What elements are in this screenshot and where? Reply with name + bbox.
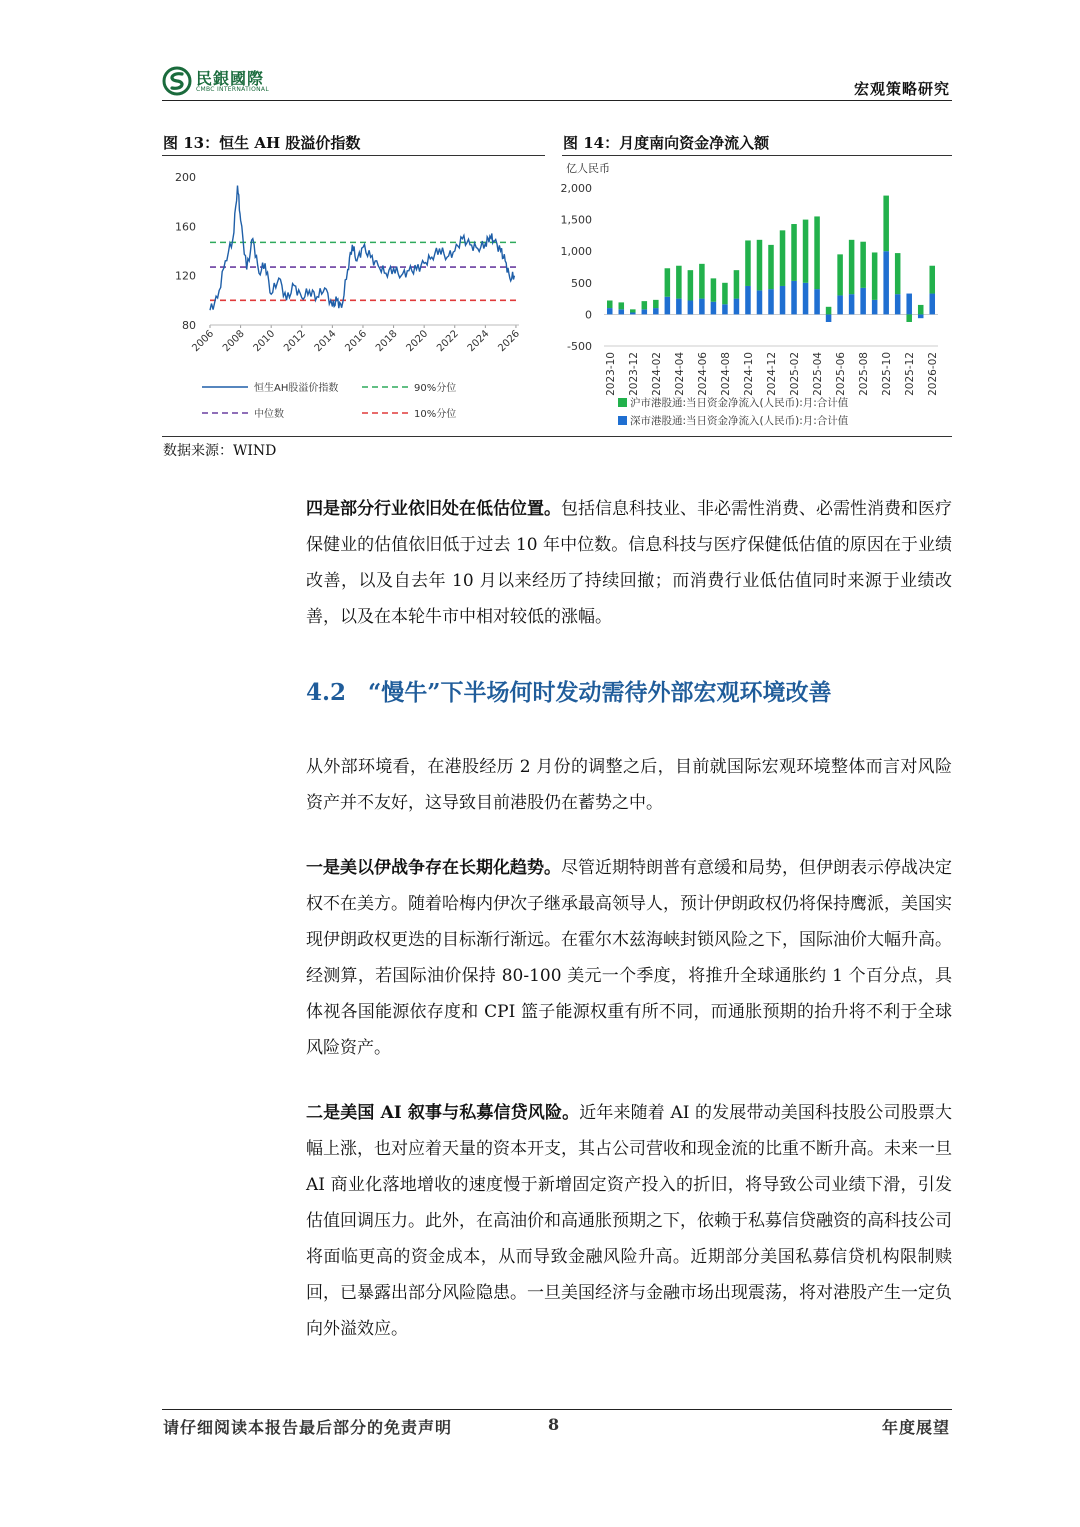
legend-swatch [618,398,627,407]
x-tick-label: 2025-08 [858,352,871,396]
ah-premium-chart [162,158,547,433]
bar-shenzhen [630,313,636,315]
x-tick-label: 2024-10 [742,352,755,396]
legend-label: 10%分位 [414,409,457,420]
footer-disclaimer: 请仔细阅读本报告最后部分的免责声明 [163,1418,453,1437]
bar-shenzhen [619,309,625,314]
section-title: “慢牛”下半场何时发动需待外部宏观环境改善 [368,679,832,706]
bar-shenzhen [768,289,774,314]
bar-shanghai [722,283,728,304]
bar-shenzhen [814,289,820,314]
bar-shenzhen [872,300,878,315]
figure-14-title: 图 14：月度南向资金净流入额 [563,134,770,152]
legend-label: 中位数 [254,409,284,420]
bar-shenzhen [837,295,843,314]
bar-shenzhen [688,300,694,314]
bar-shanghai [653,300,659,308]
bar-shanghai [768,245,774,289]
x-tick-label: 2010 [251,328,278,355]
y-tick-label: 120 [175,269,196,283]
x-tick-label: 2024 [465,328,492,355]
bar-shenzhen [826,314,832,322]
bar-shenzhen [699,299,705,315]
logo-mark-icon [162,66,192,96]
bar-shanghai [642,301,648,309]
legend-label: 深市港股通:当日资金净流入(人民币):月:合计值 [630,415,849,427]
x-tick-label: 2024-12 [766,352,778,396]
bar-shanghai [688,270,694,300]
footer-section: 年度展望 [881,1418,950,1437]
page-number: 8 [548,1415,560,1434]
bar-shanghai [619,302,625,309]
bar-shanghai [676,266,682,299]
x-tick-label: 2026-02 [927,352,940,396]
paragraph-body: 包括信息科技业、非必需性消费、必需性消费和医疗保健业的估值依旧低于过去 10 年中位数。信息科技与医疗保健低估值的原因在于业绩改善，以及自去年 10 月以来经历了持续回撤；而消费行业低估值同时来源于业绩改善，以及在本轮牛市中相对较低的涨幅。 [306,499,952,627]
bar-shanghai [872,252,878,299]
bar-shenzhen [642,309,648,314]
x-tick-label: 2022 [435,328,461,355]
bar-shanghai [929,266,935,294]
bar-shanghai [630,309,636,312]
x-tick-label: 2008 [220,328,247,355]
x-tick-label: 2026 [496,328,523,355]
x-tick-label: 2025-12 [904,352,917,396]
bar-shenzhen [860,288,866,315]
x-tick-label: 2012 [282,328,308,355]
x-tick-label: 2018 [373,328,400,355]
x-tick-label: 2024-02 [650,352,663,396]
bar-shenzhen [607,308,613,314]
bar-shanghai [803,220,809,283]
bar-shenzhen [803,283,809,315]
bar-shanghai [607,300,613,308]
bar-shenzhen [711,302,717,315]
bar-shanghai [883,196,889,252]
y-tick-label: 0 [585,308,592,322]
y-tick-label: -500 [567,340,592,353]
section-heading [306,674,831,707]
paragraph-war-risk [306,850,952,1066]
x-tick-label: 2024-04 [673,352,686,396]
paragraph-lead: 四是部分行业依旧处在低估位置。 [306,499,561,519]
bar-shenzhen [791,281,797,314]
x-tick-label: 2023-12 [627,352,640,396]
report-category: 宏观策略研究 [853,80,950,98]
logo-chinese-name: 民銀國際 [196,69,265,88]
bar-shenzhen [665,297,671,315]
bar-shanghai [849,240,855,294]
bar-shenzhen [929,294,935,315]
bar-shenzhen [906,294,912,315]
x-tick-label: 2023-10 [604,352,617,396]
y-tick-label: 1,000 [560,245,592,259]
bar-shanghai [780,230,786,286]
y-tick-label: 80 [182,319,196,332]
y-tick-label: 2,000 [560,182,592,195]
bar-shanghai [826,307,832,315]
paragraph-external-environment [306,749,952,821]
paragraph-sector-valuation [306,491,952,635]
bar-shanghai [860,242,866,288]
y-tick-label: 160 [175,220,196,234]
legend-swatch [618,416,627,425]
x-tick-label: 2025-06 [835,352,848,396]
figure-13-title: 图 13：恒生 AH 股溢价指数 [163,134,361,152]
bar-shanghai [699,264,705,299]
bar-shanghai [918,305,924,314]
bar-shanghai [837,254,843,295]
paragraph-lead: 二是美国 AI 叙事与私募信贷风险。 [306,1103,580,1123]
ah-premium-series-line [210,186,514,311]
x-tick-label: 2006 [190,328,217,355]
x-tick-label: 2024-08 [719,352,732,396]
x-tick-label: 2014 [312,328,339,355]
paragraph-ai-credit-risk [306,1095,952,1347]
paragraph-body: 从外部环境看，在港股经历 2 月份的调整之后，目前就国际宏观环境整体而言对风险资产并不友好，这导致目前港股仍在蓄势之中。 [306,757,952,813]
bar-shenzhen [722,304,728,314]
bar-shanghai [711,278,717,301]
header-divider [162,100,952,101]
logo-english-name: CMBC INTERNATIONAL [196,86,269,93]
x-tick-label: 2020 [404,328,431,355]
data-source: 数据来源：WIND [163,443,277,459]
bar-shanghai [895,253,901,294]
southbound-flow-chart [560,158,952,436]
bar-shenzhen [745,286,751,314]
y-tick-label: 500 [571,276,592,290]
paragraph-lead: 一是美以伊战争存在长期化趋势。 [306,858,561,878]
bar-shenzhen [849,294,855,314]
footer-divider [162,1409,952,1410]
paragraph-body: 尽管近期特朗普有意缓和局势，但伊朗表示停战决定权不在美方。随着哈梅内伊次子继承最高领导人，预计伊朗政权仍将保持鹰派，美国实现伊朗政权更迭的目标渐行渐远。在霍尔木兹海峡封锁风险之下，国际油价大幅升高。经测算，若国际油价保持 80-100 美元一个季度，将推升全球通胀约 1 个百分点，具体视各国能源依存度和 CPI 篮子能源权重有所不同，而通胀预期的抬升将不利于全球风险资产。 [306,858,952,1058]
legend-label: 90%分位 [414,383,457,394]
x-tick-label: 2025-02 [789,352,802,396]
bar-shenzhen [883,251,889,314]
bar-shanghai [814,216,820,289]
source-divider [162,436,952,437]
bar-shanghai [665,268,671,296]
bar-shenzhen [653,308,659,314]
bar-shenzhen [676,299,682,315]
legend-label: 恒生AH股溢价指数 [254,383,339,394]
y-axis-unit-label: 亿人民币 [566,162,610,175]
paragraph-body: 近年来随着 AI 的发展带动美国科技股公司股票大幅上涨，也对应着天量的资本开支，其占公司营收和现金流的比重不断升高。未来一旦 AI 商业化落地增收的速度慢于新增固定资产投入的折旧，将导致公司业绩下滑，引发估值回调压力。此外，在高油价和高通胀预期之下，依赖于私募信贷融资的高科技公司将面临更高的资金成本，从而导致金融风险升高。近期部分美国私募信贷机构限制赎回，已暴露出部分风险隐患。一旦美国经济与金融市场出现震荡，将对港股产生一定负向外溢效应。 [306,1103,952,1339]
legend-label: 沪市港股通:当日资金净流入(人民币):月:合计值 [630,397,849,409]
section-number: 4.2 [306,679,347,706]
bar-shanghai [757,240,763,291]
figure-13-rule [162,155,545,156]
bar-shanghai [734,270,740,298]
bar-shanghai [791,224,797,281]
x-tick-label: 2025-04 [812,352,825,396]
x-tick-label: 2016 [343,328,370,355]
y-tick-label: 1,500 [560,213,592,227]
bar-shenzhen [918,314,924,318]
bar-shenzhen [895,294,901,314]
x-tick-label: 2025-10 [881,352,894,396]
bar-shenzhen [780,286,786,314]
figure-14-rule [562,155,952,156]
bar-shanghai [906,314,912,322]
y-tick-label: 200 [175,171,196,184]
company-logo [162,66,282,96]
bar-shanghai [745,240,751,286]
bar-shenzhen [757,290,763,314]
x-tick-label: 2024-06 [696,352,709,396]
bar-shenzhen [734,299,740,315]
